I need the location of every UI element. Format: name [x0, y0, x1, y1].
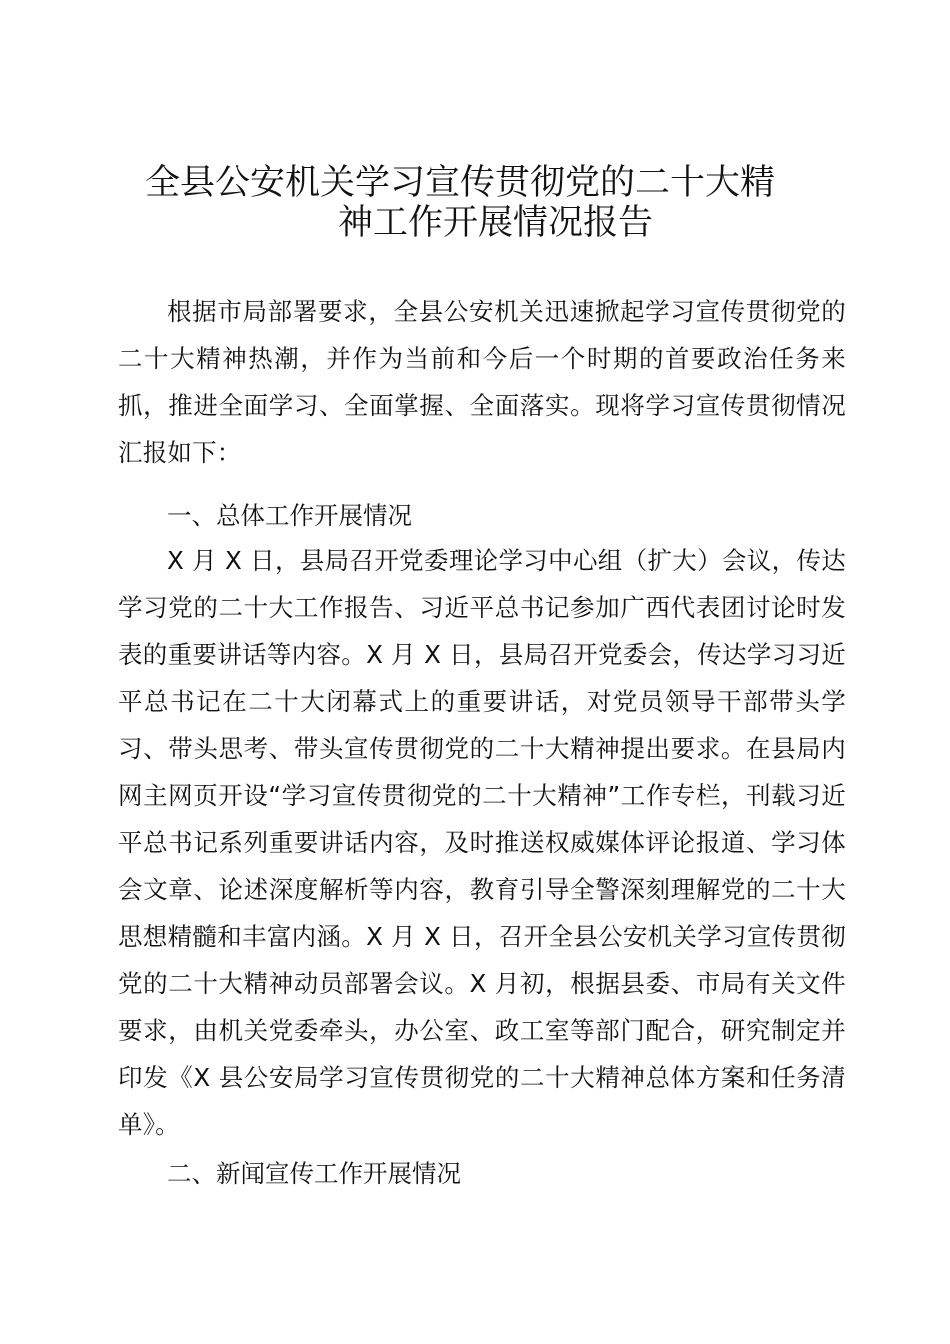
document-title-line-2: 神工作开展情况报告 [338, 203, 654, 243]
intro-paragraph: 根据市局部署要求，全县公安机关迅速掀起学习宣传贯彻党的二十大精神热潮，并作为当前和今后一个时期的首要政治任务来抓，推进全面学习、全面掌握、全面落实。现将学习宣传贯彻情况汇报如下： [118, 297, 846, 467]
section-heading-1: 一、总体工作开展情况 [167, 501, 412, 530]
section-heading-2: 二、新闻宣传工作开展情况 [167, 1159, 461, 1188]
section-1-paragraph: X 月 X 日，县局召开党委理论学习中心组（扩大）会议，传达学习党的二十大工作报告、习近平总书记参加广西代表团讨论时发表的重要讲话等内容。X 月 X 日，县局召开党委会，传达学习习近平总书记在二十大闭幕式上的重要讲话，对党员领导干部带头学习、带头思考、带头宣传贯彻党的二十大精神提出要求。在县局内网主网页开设“学习宣传贯彻党的二十大精神”工作专栏，刊载习近平总书记系列重要讲话内容，及时推送权威媒体评论报道、学习体会文章、论述深度解析等内容，教育引导全警深刻理解党的二十大思想精髓和丰富内涵。X 月 X 日，召开全县公安机关学习宣传贯彻党的二十大精神动员部署会议。X 月初，根据县委、市局有关文件要求，由机关党委牵头，办公室、政工室等部门配合，研究制定并印发《X 县公安局学习宣传贯彻党的二十大精神总体方案和任务清单》。 [118, 546, 846, 1139]
document-title-line-1: 全县公安机关学习宣传贯彻党的二十大精 [145, 163, 776, 203]
